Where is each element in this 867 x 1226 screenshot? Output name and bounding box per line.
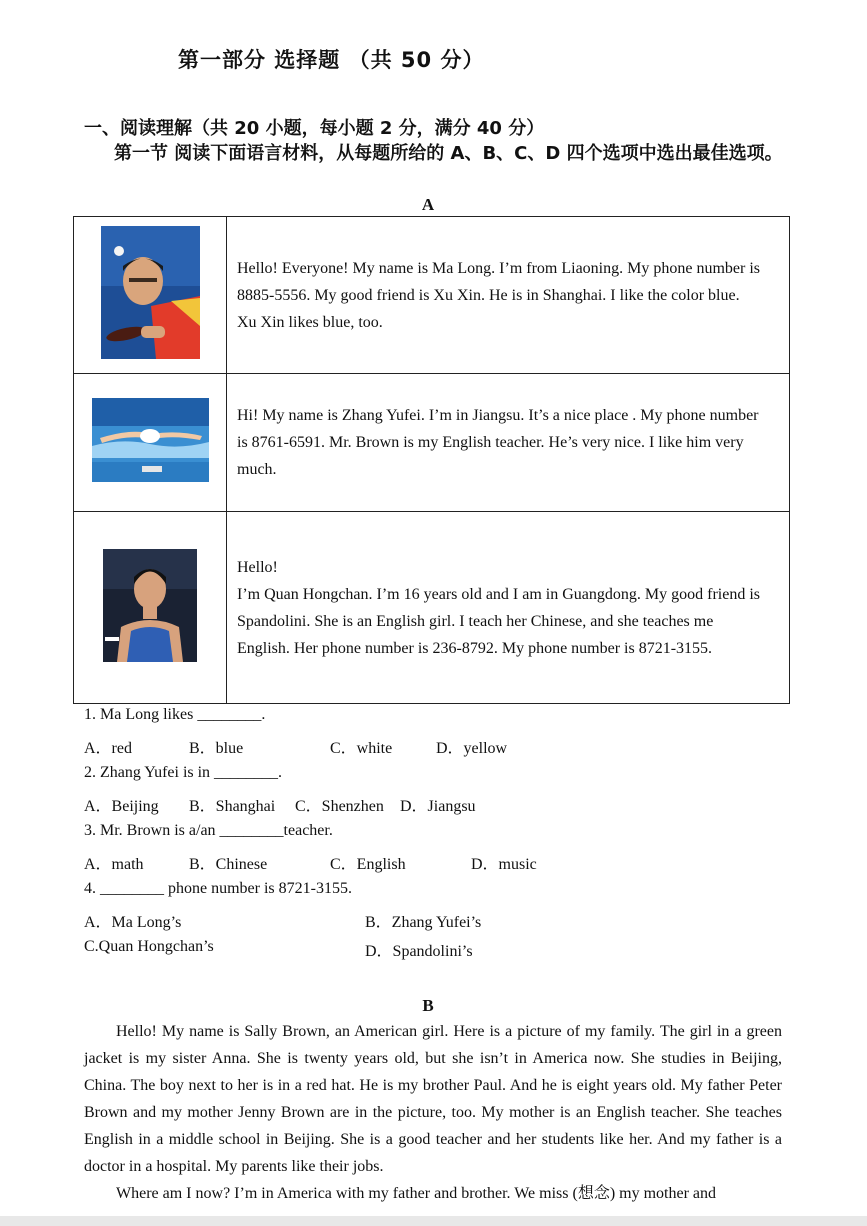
passage-b <box>84 1018 782 1207</box>
table-tennis-player-photo <box>101 226 200 359</box>
question-1-stem: 1. Ma Long likes ________. <box>84 706 266 723</box>
profile-text-ma-long <box>227 217 790 374</box>
passage-b-paragraph-2: Where am I now? I’m in America with my father and brother. We miss (想念) my mother and <box>116 1185 717 1202</box>
profile-paragraph: Hi! My name is Zhang Yufei. I’m in Jiangsu. It’s a nice place . My phone number is 8761-6591. Mr. Brown is my English teacher. He’s very nice. I like him very much. <box>237 407 759 478</box>
q2-option-c[interactable]: C．Shenzhen <box>295 798 384 815</box>
profiles-table <box>73 216 790 704</box>
profile-row-ma-long <box>74 217 790 374</box>
diver-photo <box>103 549 197 662</box>
question-4-stem: 4. ________ phone number is 8721-3155. <box>84 880 352 897</box>
profile-greeting: Hello! <box>237 558 278 576</box>
profile-text-zhang-yufei <box>227 374 790 512</box>
passage-b-paragraph-1: Hello! My name is Sally Brown, an American girl. Here is a picture of my family. The girl in a green jacket is my sister Anna. She is twenty years old, but she isn’t in America now. She studies in Beijing, China. The boy next to her is in a red hat. He is my brother Paul. And he is eight years old. My father Peter Brown and my mother Jenny Brown are in the picture, too. My mother is an English teacher. She teaches English in a middle school in Beijing. She is a good teacher and her students like her. And my father is a doctor in a hospital. My parents like their jobs. <box>84 1023 782 1175</box>
photo-cell <box>74 217 227 374</box>
q2-option-b[interactable]: B．Shanghai <box>189 798 276 815</box>
question-2-stem: 2. Zhang Yufei is in ________. <box>84 764 283 781</box>
q1-option-c[interactable]: C．white <box>330 740 393 757</box>
part-title: 第一部分 选择题 （共 50 分） <box>178 48 485 72</box>
swimmer-photo <box>92 398 209 482</box>
profile-paragraph: Hello! Everyone! My name is Ma Long. I’m from Liaoning. My phone number is 8885-5556. My good friend is Xu Xin. He is in Shanghai. I like the color blue. Xu Xin likes blue, too. <box>237 259 760 331</box>
q4-option-b[interactable]: B．Zhang Yufei’s <box>365 914 482 931</box>
photo-cell <box>74 374 227 512</box>
q3-option-d[interactable]: D．music <box>471 856 537 873</box>
q4-option-d[interactable]: D．Spandolini’s <box>365 943 473 960</box>
passage-a-label: A <box>421 195 435 214</box>
q3-option-a[interactable]: A．math <box>84 856 144 873</box>
profile-row-quan-hongchan <box>74 512 790 704</box>
profile-text-quan-hongchan <box>227 512 790 704</box>
q4-option-a[interactable]: A．Ma Long’s <box>84 914 182 931</box>
question-3-stem: 3. Mr. Brown is a/an ________teacher. <box>84 822 333 839</box>
q4-option-c[interactable]: C.Quan Hongchan’s <box>84 938 214 955</box>
section-title: 一、阅读理解（共 20 小题，每小题 2 分，满分 40 分） <box>84 118 545 139</box>
page-bottom-edge <box>0 1216 867 1226</box>
q2-option-a[interactable]: A．Beijing <box>84 798 159 815</box>
q3-option-b[interactable]: B．Chinese <box>189 856 268 873</box>
profile-row-zhang-yufei <box>74 374 790 512</box>
passage-b-label: B <box>422 996 434 1015</box>
q1-option-a[interactable]: A．red <box>84 740 132 757</box>
profile-paragraph: I’m Quan Hongchan. I’m 16 years old and I am in Guangdong. My good friend is Spandolini. She is an English girl. I teach her Chinese, and she teaches me English. Her phone number is 236-8792. My phone number is 8721-3155. <box>237 585 760 657</box>
q1-option-d[interactable]: D．yellow <box>436 740 508 757</box>
q3-option-c[interactable]: C．English <box>330 856 406 873</box>
q2-option-d[interactable]: D．Jiangsu <box>400 798 476 815</box>
section-instruction: 第一节 阅读下面语言材料，从每题所给的 A、B、C、D 四个选项中选出最佳选项。 <box>114 143 783 164</box>
q1-option-b[interactable]: B．blue <box>189 740 244 757</box>
photo-cell <box>74 512 227 704</box>
